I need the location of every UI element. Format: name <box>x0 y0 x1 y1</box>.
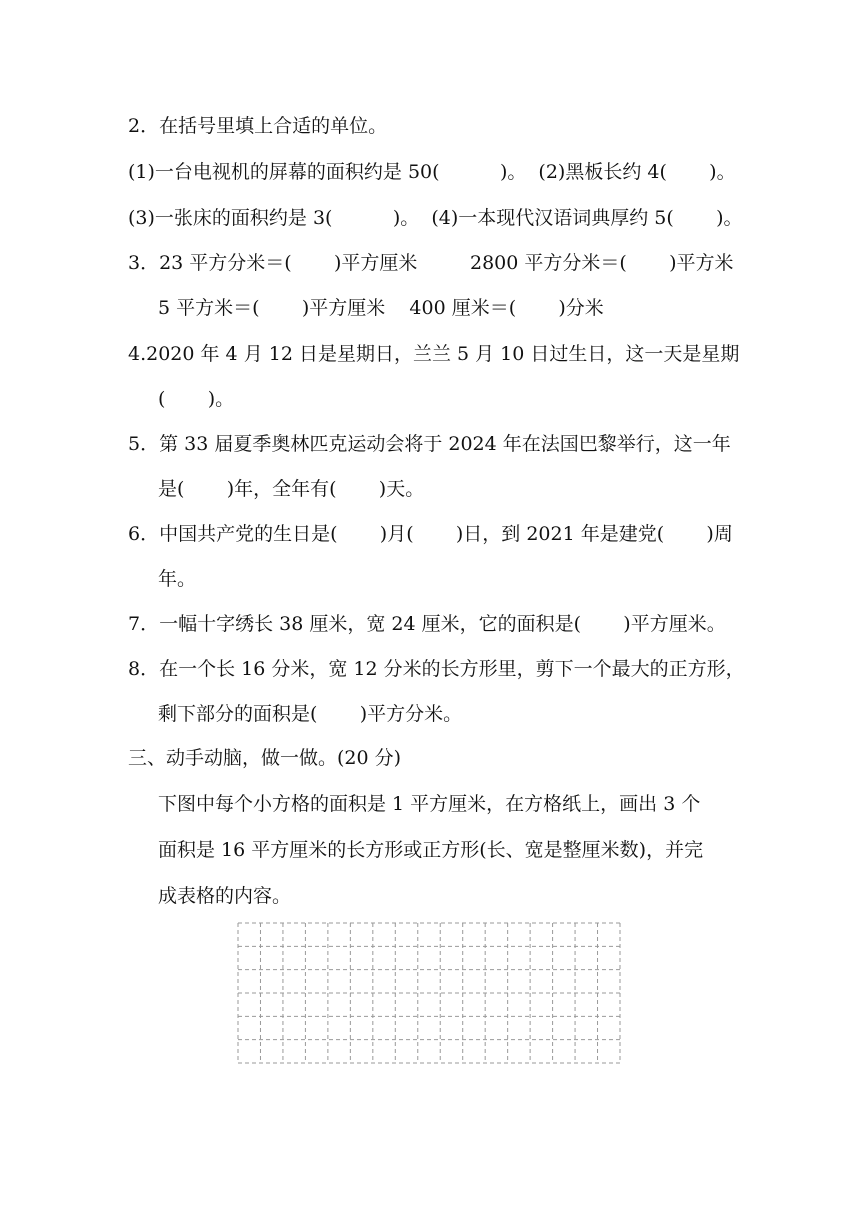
question-2-line-2: (3)一张床的面积约是 3( )。 (4)一本现代汉语词典厚约 5( )。 <box>128 207 743 229</box>
question-3-line-1b: 2800 平方分米＝( )平方米 <box>470 252 734 274</box>
question-3-line-1a: 3．23 平方分米＝( )平方厘米 <box>128 252 418 274</box>
question-5-line-2: 是( )年，全年有( )天。 <box>158 478 425 500</box>
section-3-paragraph-line-3: 成表格的内容。 <box>158 885 292 907</box>
question-6-line-2: 年。 <box>158 568 197 590</box>
section-3-paragraph-line-1: 下图中每个小方格的面积是 1 平方厘米，在方格纸上，画出 3 个 <box>158 793 701 815</box>
question-3-line-2: 5 平方米＝( )平方厘米 400 厘米＝( )分米 <box>158 297 604 319</box>
square-grid-paper[interactable] <box>237 922 621 1064</box>
question-8-line-2: 剩下部分的面积是( )平方分米。 <box>158 703 463 725</box>
question-4-line-1: 4.2020 年 4 月 12 日是星期日，兰兰 5 月 10 日过生日，这一天是星期 <box>128 343 740 365</box>
question-6-line-1: 6．中国共产党的生日是( )月( )日，到 2021 年是建党( )周 <box>128 523 733 545</box>
question-5-line-1: 5．第 33 届夏季奥林匹克运动会将于 2024 年在法国巴黎举行，这一年 <box>128 433 731 455</box>
question-7-line-1: 7．一幅十字绣长 38 厘米，宽 24 厘米，它的面积是( )平方厘米。 <box>128 613 726 635</box>
section-3-title: 三、动手动脑，做一做。(20 分) <box>128 747 402 769</box>
question-8-line-1: 8．在一个长 16 分米，宽 12 分米的长方形里，剪下一个最大的正方形， <box>128 658 745 680</box>
question-2-title: 2．在括号里填上合适的单位。 <box>128 115 388 137</box>
question-2-line-1: (1)一台电视机的屏幕的面积约是 50( )。 (2)黑板长约 4( )。 <box>128 161 736 183</box>
question-4-line-2: ( )。 <box>158 388 235 410</box>
section-3-paragraph-line-2: 面积是 16 平方厘米的长方形或正方形(长、宽是整厘米数)，并完 <box>158 839 704 861</box>
